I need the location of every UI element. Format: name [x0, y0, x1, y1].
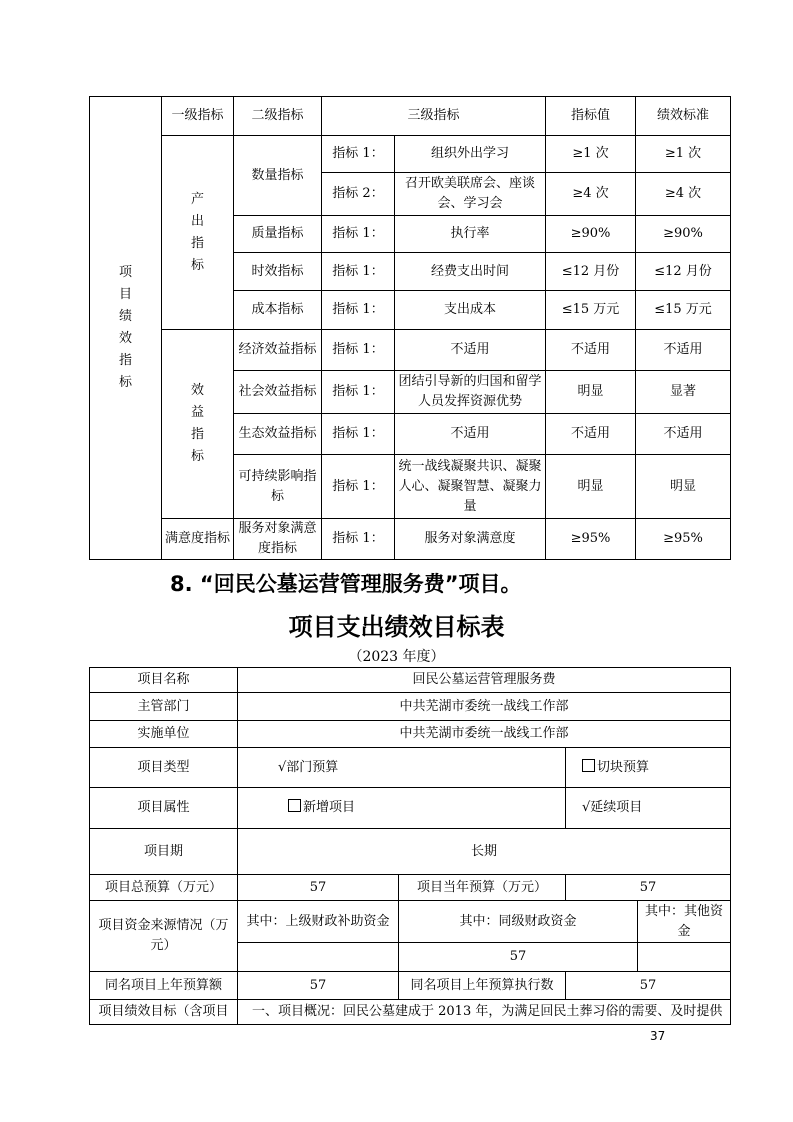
indicator-value: ≤12 月份 [546, 253, 636, 291]
goal-label: 项目绩效目标（含项目 [90, 1000, 238, 1025]
sustain-label: 可持续影响指标 [234, 455, 322, 519]
goal-text: 一、项目概况：回民公墓建成于 2013 年，为满足回民土葬习俗的需要、及时提供 [238, 1000, 731, 1025]
indicator-no: 指标 2： [322, 173, 395, 216]
indicator-value: 明显 [546, 371, 636, 414]
econ-label: 经济效益指标 [234, 330, 322, 371]
prev-budget-label: 同名项目上年预算额 [90, 972, 238, 1000]
indicator-value: ≥4 次 [546, 173, 636, 216]
indicator-desc: 不适用 [395, 330, 546, 371]
attr-option-new-label: 新增项目 [303, 800, 356, 815]
name-label: 项目名称 [90, 668, 238, 693]
type-option-block [566, 748, 731, 788]
time-label: 时效指标 [234, 253, 322, 291]
year-budget-label: 项目当年预算（万元） [399, 875, 566, 901]
header-value: 指标值 [546, 97, 636, 136]
source-other-value [638, 943, 731, 972]
type-option-block-label: 切块预算 [597, 759, 650, 775]
benefit-group-cell [162, 330, 234, 519]
indicator-standard: 明显 [636, 455, 731, 519]
checkbox-icon [288, 799, 301, 812]
indicator-value: 明显 [546, 455, 636, 519]
satisfaction-group-label: 满意度指标 [162, 519, 234, 560]
header-level3: 三级指标 [322, 97, 546, 136]
indicator-standard: ≤15 万元 [636, 291, 731, 330]
attr-label: 项目属性 [90, 788, 238, 829]
quantity-label: 数量指标 [234, 136, 322, 216]
indicator-no: 指标 1： [322, 253, 395, 291]
cost-label: 成本指标 [234, 291, 322, 330]
indicator-desc: 支出成本 [395, 291, 546, 330]
indicator-standard: ≥90% [636, 216, 731, 253]
indicator-desc: 团结引导新的归国和留学人员发挥资源优势 [395, 371, 546, 414]
output-group-cell [162, 136, 234, 330]
period-value: 长期 [238, 829, 731, 875]
indicator-desc: 召开欧美联席会、座谈会、学习会 [395, 173, 546, 216]
attr-option-continue [566, 788, 731, 829]
project-table [89, 667, 731, 1025]
source-upper-value [238, 943, 399, 972]
indicator-no: 指标 1： [322, 136, 395, 173]
indicator-value: 不适用 [546, 414, 636, 455]
indicator-desc: 经费支出时间 [395, 253, 546, 291]
indicator-no: 指标 1： [322, 371, 395, 414]
side-label: 项目绩效指标 [118, 265, 132, 390]
benefit-group-label: 效益指标 [190, 383, 204, 464]
indicator-no: 指标 1： [322, 414, 395, 455]
indicator-desc: 不适用 [395, 414, 546, 455]
indicator-value: ≤15 万元 [546, 291, 636, 330]
indicator-standard: 显著 [636, 371, 731, 414]
period-label: 项目期 [90, 829, 238, 875]
social-label: 社会效益指标 [234, 371, 322, 414]
indicator-value: ≥90% [546, 216, 636, 253]
indicator-table [89, 96, 731, 560]
source-same: 其中：同级财政资金 [399, 901, 638, 943]
indicator-standard: 不适用 [636, 330, 731, 371]
prev-exec-label: 同名项目上年预算执行数 [399, 972, 566, 1000]
indicator-standard: ≤12 月份 [636, 253, 731, 291]
header-level2: 二级指标 [234, 97, 322, 136]
section-heading: 8. “回民公墓运营管理服务费”项目。 [170, 572, 522, 596]
table-year: （2023 年度） [348, 649, 445, 665]
source-label: 项目资金来源情况（万元） [90, 901, 238, 972]
indicator-standard: 不适用 [636, 414, 731, 455]
total-label: 项目总预算（万元） [90, 875, 238, 901]
unit-label: 实施单位 [90, 721, 238, 748]
eco-label: 生态效益指标 [234, 414, 322, 455]
indicator-desc: 服务对象满意度 [395, 519, 546, 560]
attr-option-new [238, 788, 566, 829]
type-label: 项目类型 [90, 748, 238, 788]
indicator-no: 指标 1： [322, 519, 395, 560]
total-value: 57 [238, 875, 399, 901]
unit-value: 中共芜湖市委统一战线工作部 [238, 721, 731, 748]
checkbox-icon [582, 759, 595, 772]
indicator-no: 指标 1： [322, 330, 395, 371]
indicator-standard: ≥95% [636, 519, 731, 560]
page-number: 37 [650, 1029, 666, 1043]
attr-option-continue-label: √延续项目 [582, 800, 643, 815]
type-option-dept-label: √部门预算 [278, 759, 339, 775]
quality-label: 质量指标 [234, 216, 322, 253]
year-budget-value: 57 [566, 875, 731, 901]
output-group-label: 产出指标 [190, 191, 204, 273]
indicator-no: 指标 1： [322, 455, 395, 519]
indicator-desc: 执行率 [395, 216, 546, 253]
indicator-standard: ≥4 次 [636, 173, 731, 216]
indicator-desc: 组织外出学习 [395, 136, 546, 173]
header-level1: 一级指标 [162, 97, 234, 136]
prev-budget-value: 57 [238, 972, 399, 1000]
dept-label: 主管部门 [90, 693, 238, 721]
indicator-value: ≥95% [546, 519, 636, 560]
indicator-no: 指标 1： [322, 291, 395, 330]
side-label-cell [90, 97, 162, 560]
table-title: 项目支出绩效目标表 [288, 613, 505, 641]
header-standard: 绩效标准 [636, 97, 731, 136]
source-other: 其中：其他资金 [638, 901, 731, 943]
source-upper: 其中：上级财政补助资金 [238, 901, 399, 943]
indicator-standard: ≥1 次 [636, 136, 731, 173]
dept-value: 中共芜湖市委统一战线工作部 [238, 693, 731, 721]
indicator-desc: 统一战线凝聚共识、凝聚人心、凝聚智慧、凝聚力量 [395, 455, 546, 519]
indicator-no: 指标 1： [322, 216, 395, 253]
type-option-dept [238, 748, 566, 788]
indicator-value: 不适用 [546, 330, 636, 371]
name-value: 回民公墓运营管理服务费 [238, 668, 731, 693]
source-same-value: 57 [399, 943, 638, 972]
satis-label: 服务对象满意度指标 [234, 519, 322, 560]
prev-exec-value: 57 [566, 972, 731, 1000]
indicator-value: ≥1 次 [546, 136, 636, 173]
